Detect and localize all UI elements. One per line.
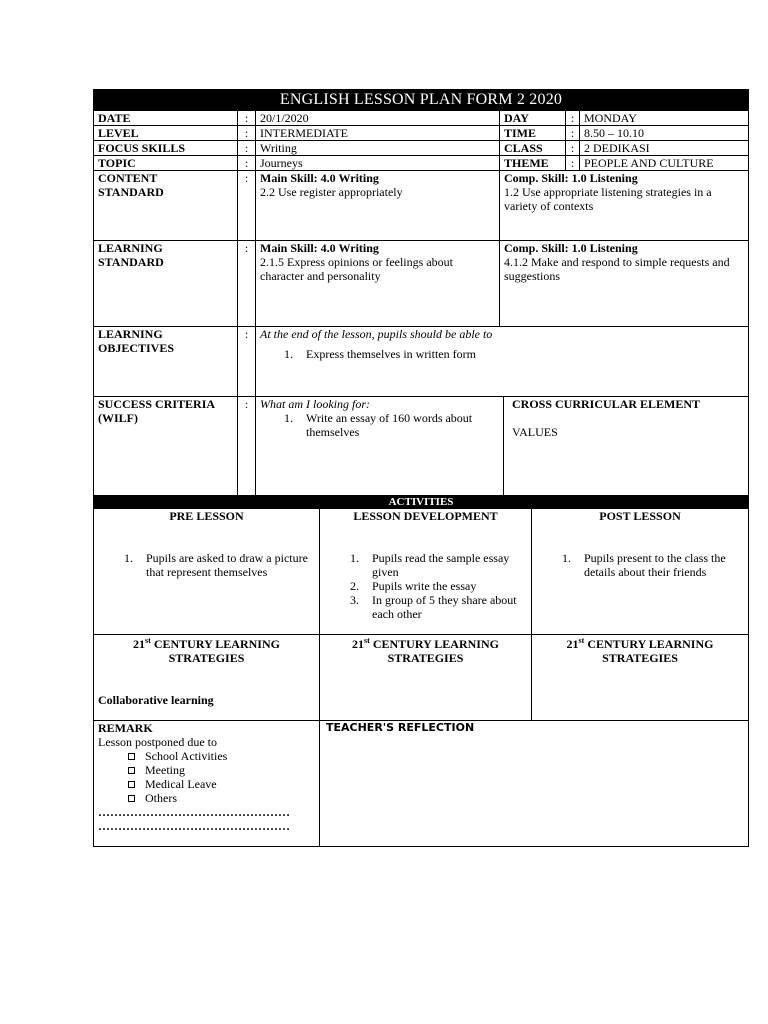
list-text: Pupils write the essay bbox=[372, 579, 477, 593]
page-title: ENGLISH LESSON PLAN FORM 2 2020 bbox=[93, 89, 749, 111]
main-skill-text: 2.2 Use register appropriately bbox=[260, 185, 403, 199]
label-line: SUCCESS CRITERIA bbox=[98, 397, 216, 411]
strategies-text-2: STRATEGIES bbox=[602, 651, 678, 665]
strategies-dev bbox=[320, 635, 532, 720]
remark-option-label: Others bbox=[145, 791, 177, 805]
remark-option bbox=[128, 749, 315, 763]
separator: : bbox=[238, 156, 256, 170]
list-text: Pupils present to the class the details about their friends bbox=[584, 551, 726, 579]
list-item bbox=[562, 551, 744, 579]
checkbox-icon bbox=[128, 753, 135, 760]
pre-lesson-heading: PRE LESSON bbox=[169, 509, 244, 523]
comp-skill-title: Comp. Skill: 1.0 Listening bbox=[504, 171, 638, 185]
level-label: LEVEL bbox=[94, 126, 238, 140]
objectives-content bbox=[256, 327, 748, 396]
lesson-development-list bbox=[324, 551, 527, 621]
list-text: Pupils read the sample essay given bbox=[372, 551, 510, 579]
label-line: STANDARD bbox=[98, 255, 164, 269]
content-standard-label bbox=[94, 171, 238, 240]
strategies-suffix: st bbox=[145, 636, 151, 645]
remark-cell bbox=[94, 721, 320, 846]
cross-curricular bbox=[504, 397, 748, 495]
strategies-text-2: STRATEGIES bbox=[387, 651, 464, 665]
separator: : bbox=[238, 171, 256, 240]
cross-curricular-value: VALUES bbox=[512, 425, 558, 439]
label-line: LEARNING bbox=[98, 241, 163, 255]
label-line: CONTENT bbox=[98, 171, 158, 185]
reflection-title: TEACHER'S REFLECTION bbox=[326, 721, 475, 734]
strategies-text: CENTURY LEARNING bbox=[150, 637, 280, 651]
success-intro: What am I looking for: bbox=[260, 397, 370, 411]
time-value: 8.50 – 10.10 bbox=[584, 126, 644, 140]
learning-comp-skill bbox=[500, 241, 748, 326]
separator: : bbox=[566, 156, 580, 170]
objectives-intro: At the end of the lesson, pupils should be able to bbox=[260, 327, 493, 341]
remark-option-label: Meeting bbox=[145, 763, 185, 777]
list-text: Write an essay of 160 words about themselves bbox=[306, 411, 473, 439]
time-label: TIME bbox=[500, 126, 566, 140]
focus-skills-value: Writing bbox=[256, 141, 500, 155]
label-line: LEARNING bbox=[98, 327, 163, 341]
separator: : bbox=[238, 141, 256, 155]
separator: : bbox=[238, 327, 256, 396]
strategies-post bbox=[532, 635, 748, 720]
separator: : bbox=[238, 241, 256, 326]
lesson-development bbox=[320, 509, 532, 634]
strategies-number: 21 bbox=[352, 637, 365, 651]
cross-curricular-title: CROSS CURRICULAR ELEMENT bbox=[512, 397, 701, 411]
activities-row bbox=[93, 509, 749, 635]
label-line: OBJECTIVES bbox=[98, 341, 175, 355]
strategies-text: CENTURY LEARNING bbox=[584, 637, 714, 651]
strategies-number: 21 bbox=[566, 637, 579, 651]
list-item bbox=[284, 411, 499, 439]
separator: : bbox=[566, 141, 580, 155]
main-skill-text: 2.1.5 Express opinions or feelings about character and personality bbox=[260, 255, 453, 283]
info-table bbox=[93, 111, 749, 495]
post-lesson bbox=[532, 509, 748, 634]
strategies-heading bbox=[324, 637, 527, 665]
topic-value: Journeys bbox=[256, 156, 500, 170]
remark-dots: ………………………………………… bbox=[98, 805, 290, 819]
class-value: 2 DEDIKASI bbox=[584, 141, 650, 155]
date-value: 20/1/2020 bbox=[256, 111, 500, 125]
lesson-development-heading: LESSON DEVELOPMENT bbox=[353, 509, 498, 523]
info-row-focus bbox=[94, 141, 748, 156]
list-number: 1. bbox=[284, 411, 293, 425]
separator: : bbox=[566, 111, 580, 125]
list-item bbox=[124, 551, 315, 579]
success-row bbox=[94, 397, 748, 495]
reflection-cell bbox=[320, 721, 748, 846]
list-number: 2. bbox=[350, 579, 359, 593]
list-item bbox=[350, 551, 527, 579]
comp-skill-text: 1.2 Use appropriate listening strategies in a variety of contexts bbox=[504, 185, 712, 213]
content-main-skill bbox=[256, 171, 500, 240]
learning-standard-row bbox=[94, 241, 748, 327]
strategies-pre bbox=[94, 635, 320, 720]
remark-option bbox=[128, 763, 315, 777]
success-label bbox=[94, 397, 238, 495]
comp-skill-title: Comp. Skill: 1.0 Listening bbox=[504, 241, 638, 255]
remark-option-label: Medical Leave bbox=[145, 777, 217, 791]
success-content bbox=[256, 397, 504, 495]
main-skill-title: Main Skill: 4.0 Writing bbox=[260, 171, 379, 185]
info-row-date bbox=[94, 111, 748, 126]
list-item bbox=[350, 593, 527, 621]
date-label: DATE bbox=[94, 111, 238, 125]
separator: : bbox=[238, 397, 256, 495]
post-lesson-list bbox=[536, 551, 744, 579]
remark-title: REMARK bbox=[98, 721, 153, 735]
activities-bar: ACTIVITIES bbox=[93, 495, 749, 509]
objectives-list bbox=[260, 347, 744, 361]
list-number: 1. bbox=[124, 551, 133, 565]
day-label: DAY bbox=[500, 111, 566, 125]
checkbox-icon bbox=[128, 795, 135, 802]
separator: : bbox=[238, 126, 256, 140]
strategies-heading bbox=[98, 637, 315, 665]
pre-lesson-list bbox=[98, 551, 315, 579]
remark-option bbox=[128, 791, 315, 805]
remark-dots: ………………………………………… bbox=[98, 819, 290, 833]
info-row-level bbox=[94, 126, 748, 141]
objectives-row bbox=[94, 327, 748, 397]
remark-options bbox=[98, 749, 315, 805]
theme-label: THEME bbox=[500, 156, 566, 170]
objectives-label bbox=[94, 327, 238, 396]
label-line: STANDARD bbox=[98, 185, 164, 199]
lesson-plan bbox=[93, 89, 749, 847]
list-number: 3. bbox=[350, 593, 359, 607]
list-text: In group of 5 they share about each other bbox=[372, 593, 517, 621]
pre-lesson bbox=[94, 509, 320, 634]
strategies-suffix: st bbox=[578, 636, 585, 645]
remark-intro: Lesson postponed due to bbox=[98, 735, 217, 749]
checkbox-icon bbox=[128, 781, 135, 788]
list-text: Pupils are asked to draw a picture that represent themselves bbox=[146, 551, 308, 579]
strategies-text: CENTURY LEARNING bbox=[369, 637, 499, 651]
list-number: 1. bbox=[350, 551, 359, 565]
theme-value: PEOPLE AND CULTURE bbox=[584, 156, 714, 170]
remark-option bbox=[128, 777, 315, 791]
separator: : bbox=[566, 126, 580, 140]
comp-skill-text: 4.1.2 Make and respond to simple requests and suggestions bbox=[504, 255, 730, 283]
main-skill-title: Main Skill: 4.0 Writing bbox=[260, 241, 379, 255]
post-lesson-heading: POST LESSON bbox=[599, 509, 681, 523]
list-item bbox=[284, 347, 744, 361]
focus-skills-label: FOCUS SKILLS bbox=[94, 141, 238, 155]
strategies-suffix: st bbox=[364, 636, 370, 645]
list-number: 1. bbox=[562, 551, 571, 565]
remark-option-label: School Activities bbox=[145, 749, 228, 763]
learning-standard-label bbox=[94, 241, 238, 326]
learning-main-skill bbox=[256, 241, 500, 326]
info-row-topic bbox=[94, 156, 748, 171]
strategies-row bbox=[93, 635, 749, 721]
topic-label: TOPIC bbox=[94, 156, 238, 170]
day-value: MONDAY bbox=[584, 111, 637, 125]
strategies-number: 21 bbox=[133, 637, 146, 651]
content-comp-skill bbox=[500, 171, 748, 240]
list-number: 1. bbox=[284, 347, 293, 361]
checkbox-icon bbox=[128, 767, 135, 774]
separator: : bbox=[238, 111, 256, 125]
remark-row bbox=[93, 721, 749, 847]
strategies-text-2: STRATEGIES bbox=[168, 651, 245, 665]
success-list bbox=[260, 411, 499, 439]
content-standard-row bbox=[94, 171, 748, 241]
list-text: Express themselves in written form bbox=[306, 347, 476, 361]
class-label: CLASS bbox=[500, 141, 566, 155]
label-line: (WILF) bbox=[98, 411, 138, 425]
list-item bbox=[350, 579, 527, 593]
strategies-heading bbox=[536, 637, 744, 665]
level-value: INTERMEDIATE bbox=[256, 126, 500, 140]
collaborative-learning: Collaborative learning bbox=[98, 693, 214, 707]
